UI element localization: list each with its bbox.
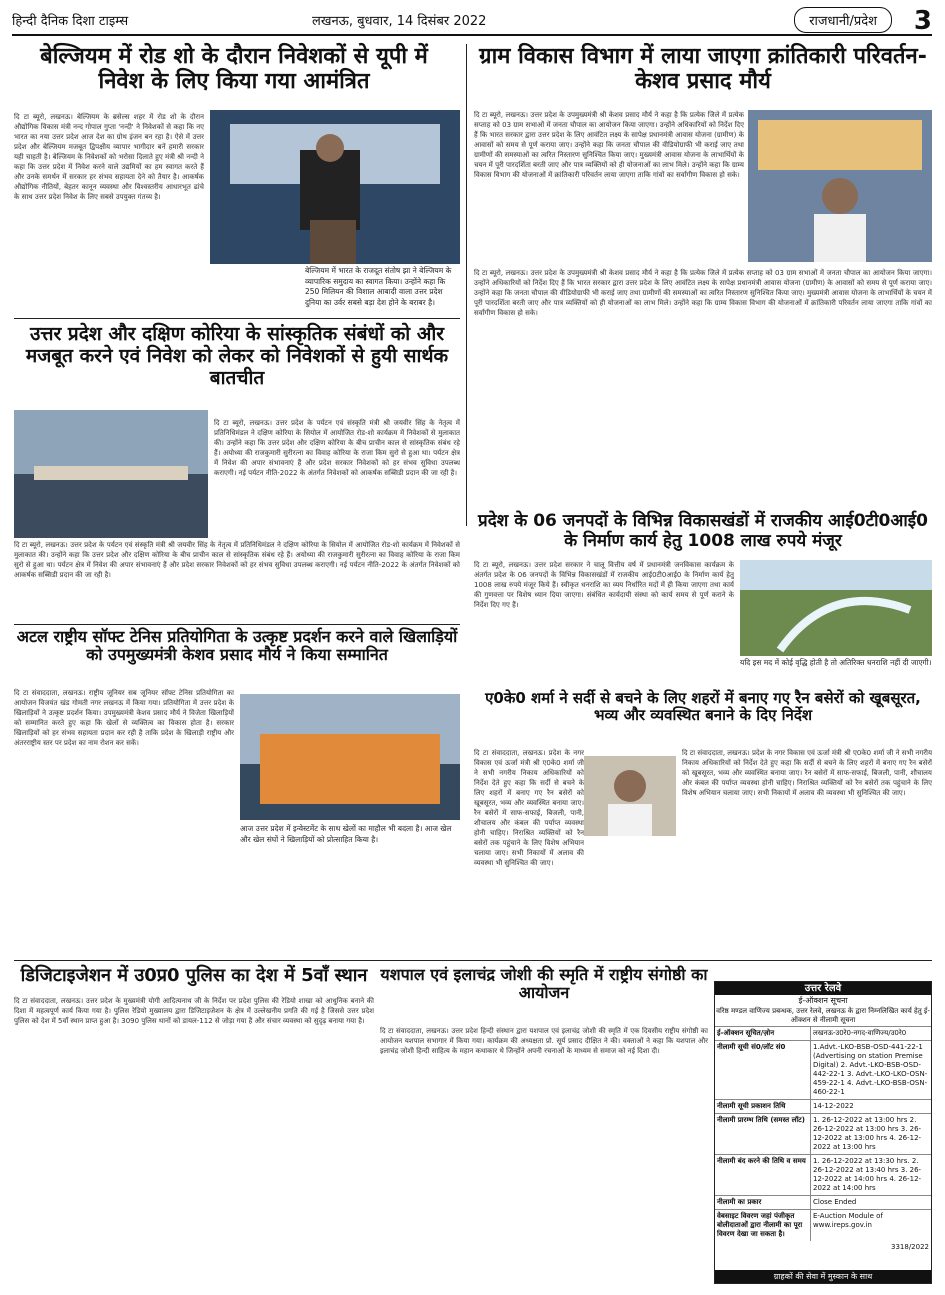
notice-code: 3318/2022 <box>891 1243 929 1251</box>
notice-key: ई-ऑक्शन सूचित/ज़ोन <box>715 1027 811 1040</box>
notice-key: नीलामी सूची सं0/लॉट सं0 <box>715 1041 811 1099</box>
page-number: 3 <box>913 6 932 36</box>
story-iti-body: दि टा ब्यूरो, लखनऊ। उत्तर प्रदेश सरकार ने चालू वित्तीय वर्ष में प्रधानमंत्री जनविकास कार्यक्रम के अंतर्गत प्रदेश के 06 जनपदों के विभिन्न विकासखंडों में राजकीय आई0टी0आई0 के निर्माण कार्य हेतु 1008 लाख रुपये मंजूर किये हैं। स्वीकृत धनराशि का व्यय निर्धारित मदों में ही किया जाएगा तथा कार्य की गुणवत्ता पर विशेष ध्यान दिया जाएगा। संबंधित कार्यदायी संस्था को कार्य समय से पूर्ण कराने के निर्देश दिए गए हैं। <box>474 561 734 609</box>
story-ak-body-col2: दि टा संवाददाता, लखनऊ। प्रदेश के नगर विकास एवं ऊर्जा मंत्री श्री ए0के0 शर्मा जी ने सभी नगरीय निकाय अधिकारियों को निर्देश देते हुए कहा कि सर्दी से बचने के लिए शहरों में बनाए गए रैन बसेरों को खूबसूरत, भव्य और व्यवस्थित बनाया जाए। रैन बसेरों में साफ-सफाई, बिजली, पानी, शौचालय और कंबल की पर्याप्त व्यवस्था होनी चाहिए। निराश्रित व्यक्तियों को रैन बसेरों तक पहुंचाने के लिए विशेष अभियान चलाया जाए। सभी निकायों में अलाव की व्यवस्था भी सुनिश्चित की जाए। <box>682 749 932 797</box>
notice-key: नीलामी प्रारम्भ तिथि (समस्त लॉट) <box>715 1114 811 1154</box>
story-tennis-body: दि टा संवाददाता, लखनऊ। राष्ट्रीय जूनियर सब जूनियर सॉफ्ट टेनिस प्रतियोगिता का आयोजन विजयंत खंड गोमती नगर लखनऊ में किया गया। प्रतियोगिता में उत्तर प्रदेश के खिलाड़ियों ने उत्कृष्ट प्रदर्शन किया। उपमुख्यमंत्री केशव प्रसाद मौर्य ने विजेता खिलाड़ियों को सम्मानित करते हुए कहा कि खेलों से व्यक्तित्व का विकास होता है। सरकार खिलाड़ियों को हर संभव सहायता प्रदान कर रही है ताकि प्रदेश के खिलाड़ी राष्ट्रीय और अंतरराष्ट्रीय स्तर पर प्रदेश का नाम रोशन कर सकें। <box>14 689 234 747</box>
headline-digitization: डिजिटाइजेशन में उ0प्र0 पुलिस का देश में 5वाँ स्थान <box>20 965 368 986</box>
story-korea-body: दि टा ब्यूरो, लखनऊ। उत्तर प्रदेश के पर्यटन एवं संस्कृति मंत्री श्री जयवीर सिंह के नेतृत्व में प्रतिनिधिमंडल ने दक्षिण कोरिया के सियोल में आयोजित रोड-शो कार्यक्रम में निवेशकों से मुलाकात की। उन्होंने कहा कि उत्तर प्रदेश और दक्षिण कोरिया के बीच प्राचीन काल से सांस्कृतिक संबंध रहे हैं। अयोध्या की राजकुमारी सुरीरत्ना का विवाह कोरिया के राजा किम सुरो से हुआ था। पर्यटन क्षेत्र में निवेश की अपार संभावनाएं हैं और प्रदेश सरकार निवेशकों को हर संभव सुविधा उपलब्ध कराएगी। नई पर्यटन नीति-2022 के अंतर्गत निवेशकों को आकर्षक सब्सिडी प्रदान की जा रही है। <box>214 419 460 477</box>
notice-row <box>715 1209 931 1241</box>
notice-intro: वरिष्ठ मण्डल वाणिज्य प्रबन्धक, उत्तर रेलवे, लखनऊ के द्वारा निम्नलिखित कार्य हेतु ई-ऑक्शन से नीलामी सूचना <box>716 1007 930 1024</box>
section-rule <box>14 960 932 961</box>
railway-eauction-notice <box>714 981 932 1284</box>
photo-belgium-roadshow <box>210 110 460 264</box>
photo-ak-sharma <box>584 756 676 836</box>
masthead <box>12 6 932 36</box>
headline-yashpal: यशपाल एवं इलाचंद्र जोशी की स्मृति में राष्ट्रीय संगोष्ठी का आयोजन <box>380 965 708 1003</box>
notice-row <box>715 1154 931 1195</box>
notice-key: नीलामी का प्रकार <box>715 1196 811 1209</box>
notice-row <box>715 1026 931 1040</box>
headline-korea: उत्तर प्रदेश और दक्षिण कोरिया के सांस्कृतिक संबंधों को और मजबूत करने एवं निवेश को लेकर को निवेशकों से हुयी सार्थक बातचीत <box>25 323 449 389</box>
section-rule <box>14 624 460 625</box>
notice-value: 1. 26-12-2022 at 13:00 hrs 2. 26-12-2022 at 13:00 hrs 3. 26-12-2022 at 13:00 hrs 4. 26-12-2022 at 13:00 hrs <box>813 1116 922 1151</box>
headline-iti: प्रदेश के 06 जनपदों के विभिन्न विकासखंडों में राजकीय आई0टी0आई0 के निर्माण कार्य हेतु 1008 लाख रुपये मंजूर <box>478 511 928 551</box>
story-gramvikas-body: दि टा ब्यूरो, लखनऊ। उत्तर प्रदेश के उपमुख्यमंत्री श्री केशव प्रसाद मौर्य ने कहा है कि प्रत्येक जिले में प्रत्येक सप्ताह को 03 ग्राम सभाओं में जनता चौपाल का आयोजन किया जाएगा। उन्होंने अधिकारियों को निर्देश दिए हैं कि भारत सरकार द्वारा उत्तर प्रदेश के लिए आवंटित लक्ष्य के सापेक्ष प्रधानमंत्री आवास योजना (ग्रामीण) के आवासों को समय से पूर्ण कराया जाए। उन्होंने कहा कि जनता चौपाल की वीडियोग्राफी भी कराई जाए तथा ग्रामीणों की समस्याओं का त्वरित निस्तारण सुनिश्चित किया जाए। मुख्यमंत्री आवास योजना के लाभार्थियों के चयन में पूरी पारदर्शिता बरती जाए और पात्र व्यक्तियों को ही योजनाओं का लाभ मिले। उन्होंने कहा कि ग्राम्य विकास विभाग की योजनाओं में क्रांतिकारी परिवर्तन लाया जाएगा ताकि गांवों का सर्वांगीण विकास हो सके। <box>474 111 744 179</box>
headline-ak-sharma: ए0के0 शर्मा ने सर्दी से बचने के लिए शहरों में बनाए गए रैन बसेरों को खूबसूरत, भव्य और व्यवस्थित बनाने के दिए निर्देश <box>485 689 921 725</box>
notice-row <box>715 1195 931 1209</box>
photo-water <box>740 560 932 656</box>
photo-keshav-maurya <box>748 110 932 262</box>
caption-belgium: बेल्जियम में भारत के राजदूत संतोष झा ने बेल्जियम के व्यापारिक समुदाय का स्वागत किया। उन्होंने कहा कि 250 मिलियन की विशाल आबादी वाला उत्तर प्रदेश दुनिया का उर्वर सबसे बड़ा देश होने के बराबर है। <box>305 266 452 307</box>
notice-org: उत्तर रेलवे <box>715 982 931 995</box>
photo-korea-meeting <box>14 410 208 538</box>
notice-title: ई-ऑक्शन सूचना <box>798 996 848 1005</box>
caption-iti: यदि इस मद में कोई वृद्धि होती है तो अतिरिक्त धनराशि नहीं दी जाएगी। <box>740 658 932 667</box>
dateline: लखनऊ, बुधवार, 14 दिसंबर 2022 <box>312 14 487 29</box>
notice-value: 1. 26-12-2022 at 13:30 hrs. 2. 26-12-2022 at 13:40 hrs 3. 26-12-2022 at 14:00 hrs 4. 26-12-2022 at 14:00 hrs <box>813 1157 922 1192</box>
notice-value: 14-12-2022 <box>813 1102 854 1110</box>
story-korea-continued: दि टा ब्यूरो, लखनऊ। उत्तर प्रदेश के पर्यटन एवं संस्कृति मंत्री श्री जयवीर सिंह के नेतृत्व में प्रतिनिधिमंडल ने दक्षिण कोरिया के सियोल में आयोजित रोड-शो कार्यक्रम में निवेशकों से मुलाकात की। उन्होंने कहा कि उत्तर प्रदेश और दक्षिण कोरिया के बीच प्राचीन काल से सांस्कृतिक संबंध रहे हैं। अयोध्या की राजकुमारी सुरीरत्ना का विवाह कोरिया के राजा किम सुरो से हुआ था। पर्यटन क्षेत्र में निवेश की अपार संभावनाएं हैं और प्रदेश सरकार निवेशकों को हर संभव सुविधा उपलब्ध कराएगी। नई पर्यटन नीति-2022 के अंतर्गत निवेशकों को आकर्षक सब्सिडी प्रदान की जा रही है। <box>14 541 460 579</box>
notice-value: 1.Advt.-LKO-BSB-OSD-441-22-1 (Advertising on station Premise Digital) 2. Advt.-LKO-BSB-OSD-442-22-1 3. Advt.-LKO-LKO-OSN-459-22-1 4. Advt.-LKO-BSB-OSN-460-22-1 <box>813 1043 928 1096</box>
headline-gramvikas: ग्राम विकास विभाग में लाया जाएगा क्रांतिकारी परिवर्तन- केशव प्रसाद मौर्य <box>479 44 927 95</box>
notice-row <box>715 1099 931 1113</box>
paper-name: हिन्दी दैनिक दिशा टाइम्स <box>12 14 129 29</box>
story-belgium-body: दि टा ब्यूरो, लखनऊ। बेल्जियम के ब्रसेल्स शहर में रोड शो के दौरान औद्योगिक विकास मंत्री नन्द गोपाल गुप्ता 'नन्दी' ने निवेशकों से कहा कि नए भारत का नया उत्तर प्रदेश आज देश का ग्रोथ इंजन बन रहा है। ऐसे में उत्तर प्रदेश और बेल्जियम मजबूत द्विपक्षीय व्यापार भागीदार बनें हमारी सरकार यही चाहती है। बेल्जियम के निवेशकों को भरोसा दिलाते हुए मंत्री श्री नन्दी ने कहा कि उत्तर प्रदेश में निवेश करने वाले उद्यमियों का हम स्वागत करते हैं और उनके समर्थन में सरकार हर संभव सहायता देने को तैयार है। आकर्षक औद्योगिक नीतियों, बेहतर कानून व्यवस्था और विश्वस्तरीय आधारभूत ढांचे के साथ उत्तर प्रदेश निवेश के लिए सबसे उपयुक्त गंतव्य है। <box>14 113 204 201</box>
headline-belgium: बेल्जियम में रोड शो के दौरान निवेशकों से यूपी में निवेश के लिए किया गया आमंत्रित <box>40 44 428 95</box>
notice-footer: ग्राहकों की सेवा में मुस्कान के साथ <box>715 1270 931 1283</box>
headline-tennis: अटल राष्ट्रीय सॉफ्ट टेनिस प्रतियोगिता के उत्कृष्ट प्रदर्शन करने वाले खिलाड़ियों को उपमुख्यमंत्री केशव प्रसाद मौर्य ने किया सम्मानित <box>16 627 458 665</box>
notice-row <box>715 1113 931 1154</box>
notice-key: नीलामी बंद करने की तिथि व समय <box>715 1155 811 1195</box>
photo-tennis-players <box>240 694 460 820</box>
section-label: राजधानी/प्रदेश <box>794 7 892 33</box>
story-ak-body-col1: दि टा संवाददाता, लखनऊ। प्रदेश के नगर विकास एवं ऊर्जा मंत्री श्री ए0के0 शर्मा जी ने सभी नगरीय निकाय अधिकारियों को निर्देश देते हुए कहा कि सर्दी से बचने के लिए शहरों में बनाए गए रैन बसेरों को खूबसूरत, भव्य और व्यवस्थित बनाया जाए। रैन बसेरों में साफ-सफाई, बिजली, पानी, शौचालय और कंबल की पर्याप्त व्यवस्था होनी चाहिए। निराश्रित व्यक्तियों को रैन बसेरों तक पहुंचाने के लिए विशेष अभियान चलाया जाए। सभी निकायों में अलाव की व्यवस्था भी सुनिश्चित की जाए। <box>474 749 584 867</box>
section-rule <box>14 318 460 319</box>
caption-tennis: आज उत्तर प्रदेश में इन्वेस्टमेंट के साथ खेलों का माहौल भी बदला है। आज खेल और खेल संघों ने खिलाड़ियों को प्रोत्साहित किया है। <box>240 824 452 844</box>
story-digitization-body: दि टा संवाददाता, लखनऊ। उत्तर प्रदेश के मुख्यमंत्री योगी आदित्यनाथ जी के निर्देश पर प्रदेश पुलिस की रेडियो शाखा को आधुनिक बनाने की दिशा में महत्वपूर्ण कार्य किया गया है। पुलिस रेडियो मुख्यालय द्वारा डिजिटाइजेशन के क्षेत्र में उल्लेखनीय प्रगति की गई है जिससे उत्तर प्रदेश पुलिस को देश में 5वाँ स्थान प्राप्त हुआ है। 3090 पुलिस थानों को डायल-112 से जोड़ा गया है और संचार व्यवस्था को सुदृढ़ बनाया गया है। <box>14 997 374 1025</box>
story-yashpal-body: दि टा संवाददाता, लखनऊ। उत्तर प्रदेश हिन्दी संस्थान द्वारा यशपाल एवं इलाचंद्र जोशी की स्मृति में एक दिवसीय राष्ट्रीय संगोष्ठी का आयोजन यशपाल सभागार में किया गया। कार्यक्रम की अध्यक्षता प्रो. सूर्य प्रसाद दीक्षित ने की। वक्ताओं ने कहा कि यशपाल और इलाचंद्र जोशी हिन्दी साहित्य के महान कथाकार थे जिन्होंने अपनी रचनाओं के माध्यम से समाज को नई दिशा दी। <box>380 1027 708 1055</box>
notice-value: Close Ended <box>813 1198 857 1206</box>
story-gramvikas-continued: दि टा ब्यूरो, लखनऊ। उत्तर प्रदेश के उपमुख्यमंत्री श्री केशव प्रसाद मौर्य ने कहा है कि प्रत्येक जिले में प्रत्येक सप्ताह को 03 ग्राम सभाओं में जनता चौपाल का आयोजन किया जाएगा। उन्होंने अधिकारियों को निर्देश दिए हैं कि भारत सरकार द्वारा उत्तर प्रदेश के लिए आवंटित लक्ष्य के सापेक्ष प्रधानमंत्री आवास योजना (ग्रामीण) के आवासों को समय से पूर्ण कराया जाए। उन्होंने कहा कि जनता चौपाल की वीडियोग्राफी भी कराई जाए तथा ग्रामीणों की समस्याओं का त्वरित निस्तारण सुनिश्चित किया जाए। मुख्यमंत्री आवास योजना के लाभार्थियों के चयन में पूरी पारदर्शिता बरती जाए और पात्र व्यक्तियों को ही योजनाओं का लाभ मिले। उन्होंने कहा कि ग्राम्य विकास विभाग की योजनाओं में क्रांतिकारी परिवर्तन लाया जाएगा ताकि गांवों का सर्वांगीण विकास हो सके। <box>474 269 932 317</box>
notice-value: E-Auction Module of www.ireps.gov.in <box>813 1212 883 1229</box>
column-rule <box>466 44 467 526</box>
notice-row <box>715 1040 931 1099</box>
notice-value: लखनऊ-उ0रे0-नगद-वाणिज्य/उ0रे0 <box>813 1029 907 1037</box>
notice-key: नीलामी सूची प्रकाशन तिथि <box>715 1100 811 1113</box>
notice-key: वेबसाइट विवरण जहां पंजीकृत बोलीदाताओं द्वारा नीलामी का पूरा विवरण देखा जा सकता है। <box>715 1210 811 1241</box>
